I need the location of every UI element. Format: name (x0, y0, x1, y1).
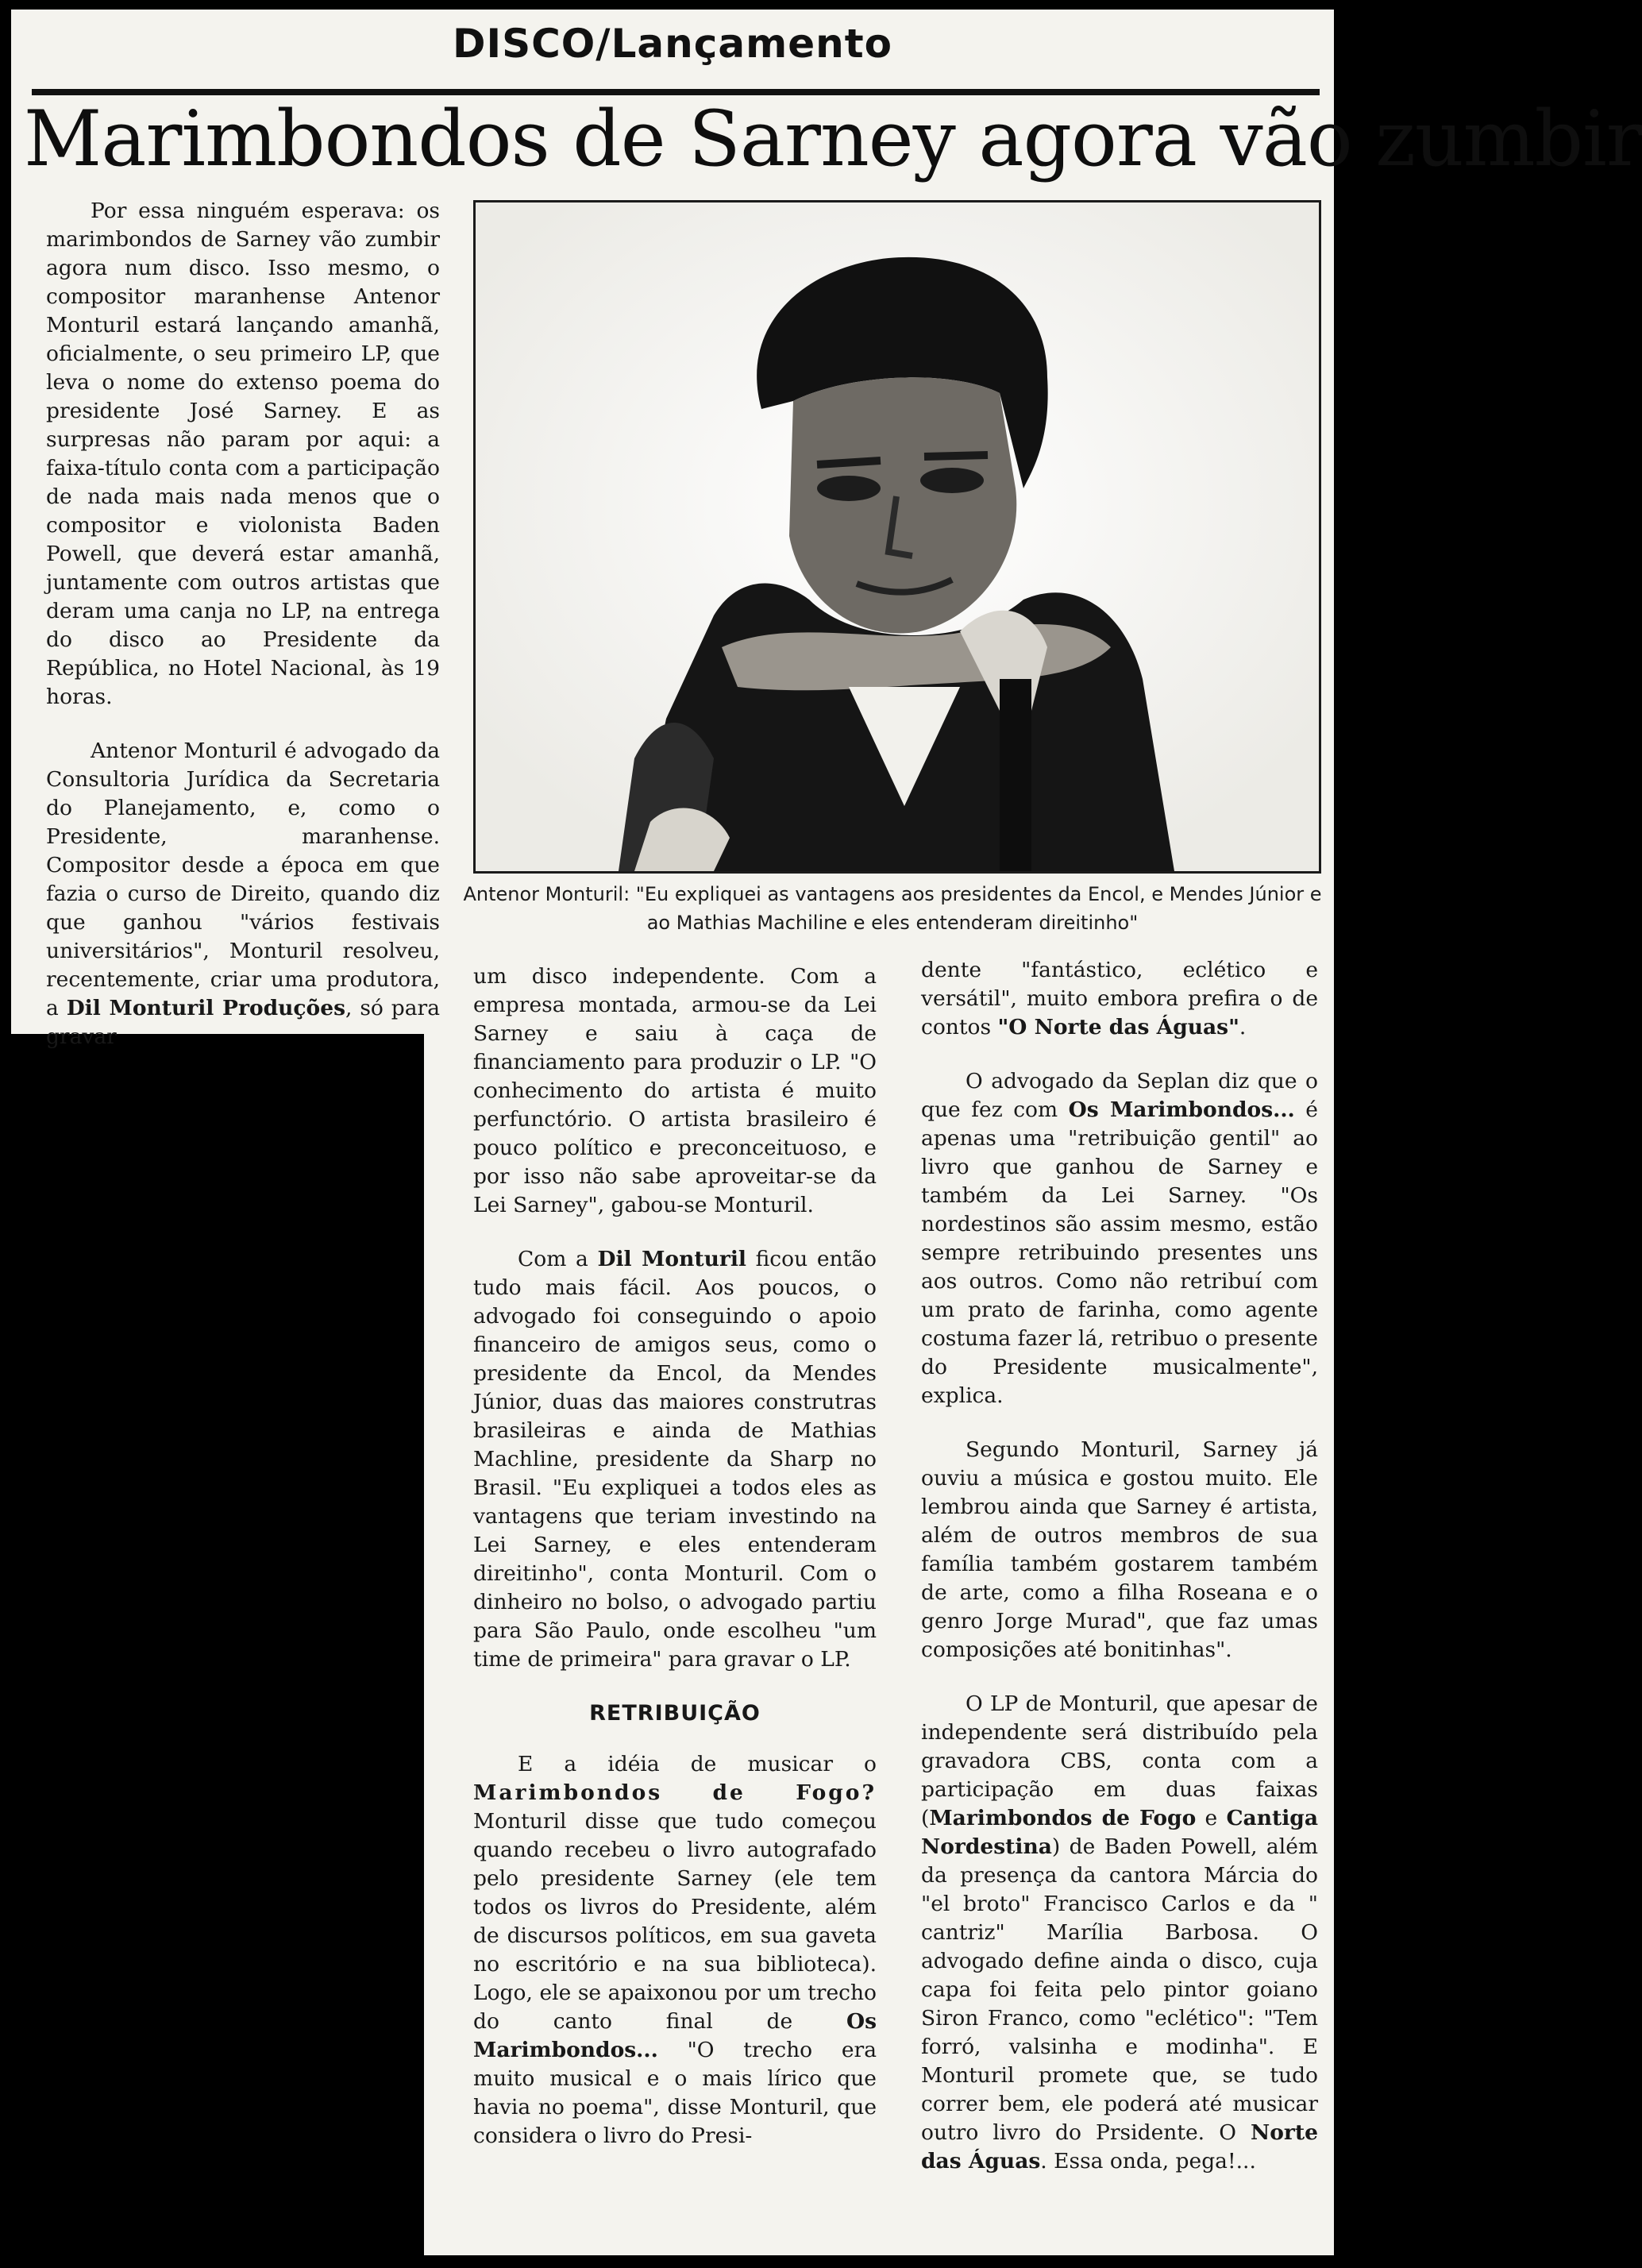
paragraph: Por essa ninguém esperava: os marimbondos de Sarney vão zumbir agora num disco. Isso mesmo, o compositor maranhense Antenor Monturil estará lançando amanhã, oficialmente, o seu primeiro LP, que leva o nome do extenso poema do presidente José Sarney. E as surpresas não param por aqui: a faixa-título conta com a participação de nada mais nada menos que o compositor e violonista Baden Powell, que deverá estar amanhã, juntamente com outros artistas que deram uma canja no LP, na entrega do disco ao Presidente da República, no Hotel Nacional, às 19 horas. (46, 199, 440, 709)
paragraph: O advogado da Seplan diz que o que fez com Os Marimbondos... é apenas uma "retribuição gentil" ao livro que ganhou de Sarney e também da Lei Sarney. "Os nordestinos são assim mesmo, estão sempre retribuindo presentes uns aos outros. Como não retribuí com um prato de farinha, como agente costuma fazer lá, retribuo o presente do Presidente musicalmente", explica. (921, 1069, 1318, 1408)
paragraph: O LP de Monturil, que apesar de independente será distribuído pela gravadora CBS, conta com a participação em duas faixas (Marimbondos de Fogo e Cantiga Nordestina) de Baden Powell, além da presença da cantora Márcia do "el broto" Francisco Carlos e da " cantriz" Marília Barbosa. O advogado define ainda o disco, cuja capa foi feita pelo pintor goiano Siron Franco, como "eclético": "Tem forró, valsinha e modinha". E Monturil promete que, se tudo correr bem, ele poderá até musicar outro livro do Prsidente. O Norte das Águas. Essa onda, pega!... (921, 1691, 1318, 2174)
photo-caption: Antenor Monturil: "Eu expliquei as vantagens aos presidentes da Encol, e Mendes Júnior e ao Mathias Machiline e eles entenderam direitinho" (463, 883, 1322, 934)
paragraph: um disco independente. Com a empresa montada, armou-se da Lei Sarney e saiu à caça de financiamento para produzir o LP. "O conhecimento do artista é muito perfunctório. O artista brasileiro é pouco político e preconceituoso, e por isso não sabe aproveitar-se da Lei Sarney", gabou-se Monturil. (473, 964, 877, 1217)
article-column-1 (46, 197, 440, 1077)
paragraph: E a idéia de musicar o Marimbondos de Fogo? Monturil disse que tudo começou quando recebeu o livro autografado pelo presidente Sarney (ele tem todos os livros do Presidente, além de discursos políticos, em sua gaveta no escritório e na sua biblioteca). Logo, ele se apaixonou por um trecho do canto final de Os Marimbondos... "O trecho era muito musical e o mais lírico que havia no poema", disse Monturil, que considera o livro do Presi- (473, 1752, 877, 2148)
article-column-2 (473, 962, 877, 2176)
paragraph: dente "fantástico, eclético e versátil", muito embora prefira o de contos "O Norte das Águas". (921, 958, 1318, 1040)
section-subhead: RETRIBUIÇÃO (589, 1701, 761, 1726)
portrait-illustration (476, 202, 1319, 871)
article-column-3 (921, 956, 1318, 2201)
paragraph: Com a Dil Monturil ficou então tudo mais fácil. Aos poucos, o advogado foi conseguindo o apoio financeiro de amigos seus, como o presidente da Encol, da Mendes Júnior, duas das maiores construtras brasileiras e ainda de Mathias Machline, presidente da Sharp no Brasil. "Eu expliquei a todos eles as vantagens que teriam investindo na Lei Sarney, e eles entenderam direitinho", conta Monturil. Com o dinheiro no bolso, o advogado partiu para São Paulo, onde escolheu "um time de primeira" para gravar o LP. (473, 1247, 877, 1672)
section-label: DISCO/Lançamento (452, 21, 892, 67)
portrait-photo (473, 200, 1321, 874)
paragraph: Segundo Monturil, Sarney já ouviu a música e gostou muito. Ele lembrou ainda que Sarney é artista, além de outros membros de sua família também gostarem também de arte, como a filha Roseana e o genro Jorge Murad", que faz umas composições até bonitinhas". (921, 1437, 1318, 1662)
paragraph: Antenor Monturil é advogado da Consultoria Jurídica da Secretaria do Planejamento, e, como o Presidente, maranhense. Compositor desde a época em que fazia o curso de Direito, quando diz que ganhou "vários festivais universitários", Monturil resolveu, recentemente, criar uma produtora, a Dil Monturil Produções, só para gravar (46, 739, 440, 1049)
headline: Marimbondos de Sarney agora vão zumbir (24, 94, 1642, 183)
